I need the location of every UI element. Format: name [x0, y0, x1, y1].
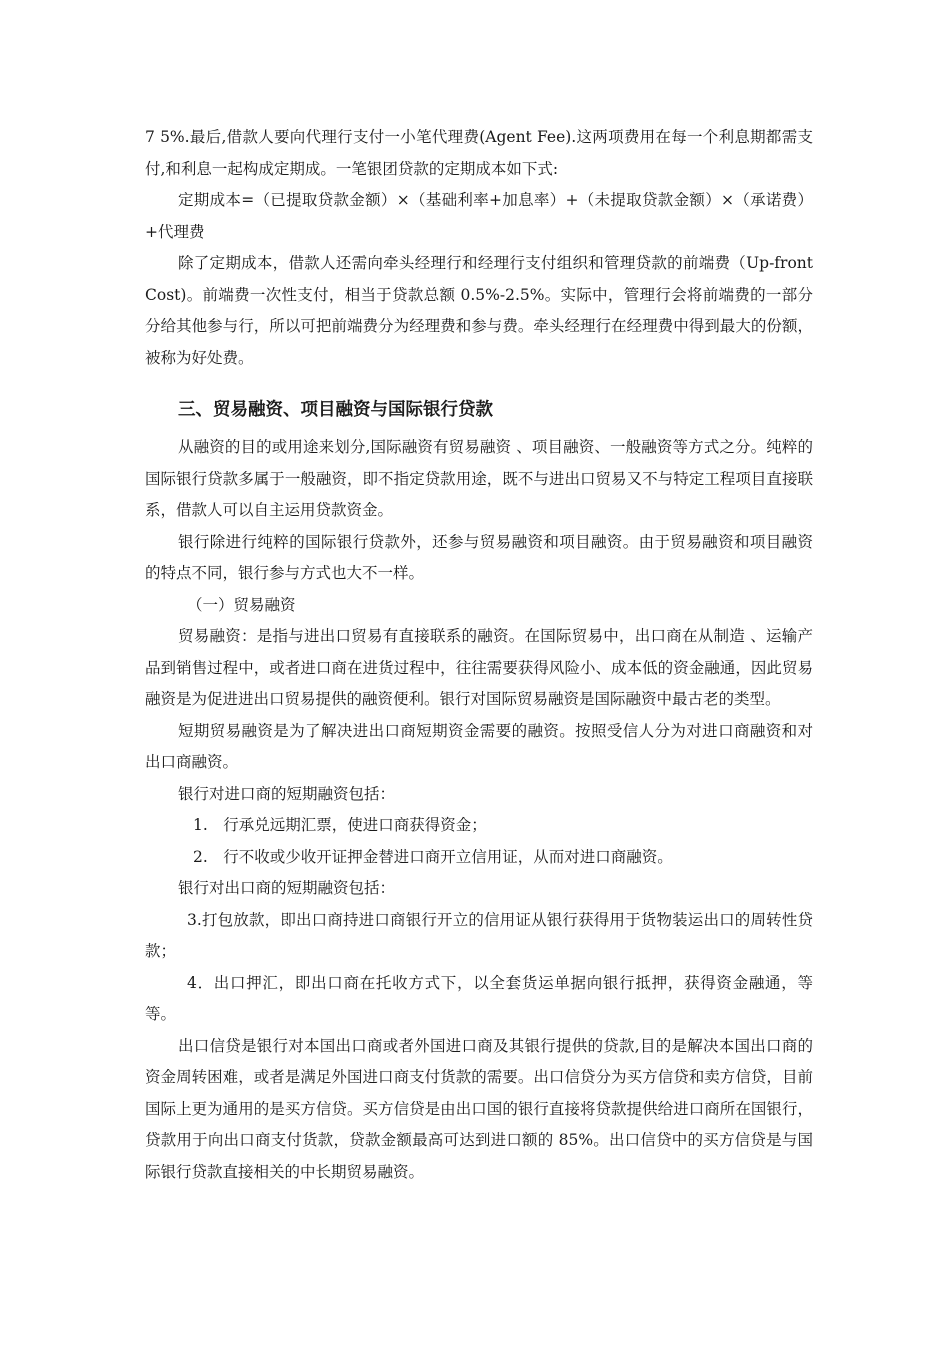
- paragraph-fixed-cost-formula: 定期成本=（已提取贷款金额）×（基础利率+加息率）+（未提取贷款金额）×（承诺费）+代理费: [145, 191, 813, 241]
- paragraph-export-credit: 出口信贷是银行对本国出口商或者外国进口商及其银行提供的贷款,目的是解决本国出口商的资金周转困难，或者是满足外国进口商支付货款的需要。出口信贷分为买方信贷和卖方信贷，目前国际上更为通用的是买方信贷。买方信贷是由出口国的银行直接将贷款提供给进口商所在国银行，贷款用于向出口商支付货款，贷款金额最高可达到进口额的 85%。出口信贷中的买方信贷是与国际银行贷款直接相关的中长期贸易融资。: [145, 1036, 813, 1181]
- paragraph-bank-participation: 银行除进行纯粹的国际银行贷款外，还参与贸易融资和项目融资。由于贸易融资和项目融资的特点不同，银行参与方式也大不一样。: [145, 532, 813, 582]
- paragraph-financing-purpose: 从融资的目的或用途来划分,国际融资有贸易融资 、项目融资、一般融资等方式之分。纯粹的国际银行贷款多属于一般融资，即不指定贷款用途，既不与进出口贸易又不与特定工程项目直接联系，借款人可以自主运用贷款资金。: [145, 438, 813, 519]
- section-heading: 三、贸易融资、项目融资与国际银行贷款: [178, 400, 493, 420]
- list-item-3: 3.打包放款，即出口商持进口商银行开立的信用证从银行获得用于货物装运出口的周转性贷款；: [145, 910, 813, 960]
- paragraph-trade-financing-definition: 贸易融资：是指与进出口贸易有直接联系的融资。在国际贸易中，出口商在从制造 、运输产品到销售过程中，或者进口商在进货过程中，往往需要获得风险小、成本低的资金融通，因此贸易融资是为促进进出口贸易提供的融资便利。银行对国际贸易融资是国际融资中最古老的类型。: [145, 627, 813, 708]
- list-item-4: 4．出口押汇，即出口商在托收方式下，以全套货运单据向银行抵押，获得资金融通，等等。: [145, 973, 813, 1023]
- paragraph-short-term-trade-financing: 短期贸易融资是为了解决进出口商短期资金需要的融资。按照受信人分为对进口商融资和对出口商融资。: [145, 721, 813, 771]
- paragraph-importer-financing-intro: 银行对进口商的短期融资包括：: [178, 784, 396, 803]
- subsection-heading-trade-financing: （一）贸易融资: [187, 595, 296, 614]
- document-page: [145, 122, 813, 1188]
- paragraph-agent-fee: 7 5%.最后,借款人要向代理行支付一小笔代理费(Agent Fee).这两项费用在每一个利息期都需支付,和利息一起构成定期成。一笔银团贷款的定期成本如下式:: [145, 128, 813, 178]
- paragraph-upfront-cost: 除了定期成本，借款人还需向牵头经理行和经理行支付组织和管理贷款的前端费（Up-front Cost)。前端费一次性支付，相当于贷款总额 0.5%-2.5%。实际中，管理行会将前端费的一部分分给其他参与行，所以可把前端费分为经理费和参与费。牵头经理行在经理费中得到最大的份额，被称为好处费。: [145, 254, 813, 367]
- list-item-2: 2. 行不收或少收开证押金替进口商开立信用证，从而对进口商融资。: [193, 847, 673, 866]
- list-item-1: 1. 行承兑远期汇票，使进口商获得资金；: [193, 816, 487, 834]
- paragraph-exporter-financing-intro: 银行对出口商的短期融资包括：: [178, 879, 396, 897]
